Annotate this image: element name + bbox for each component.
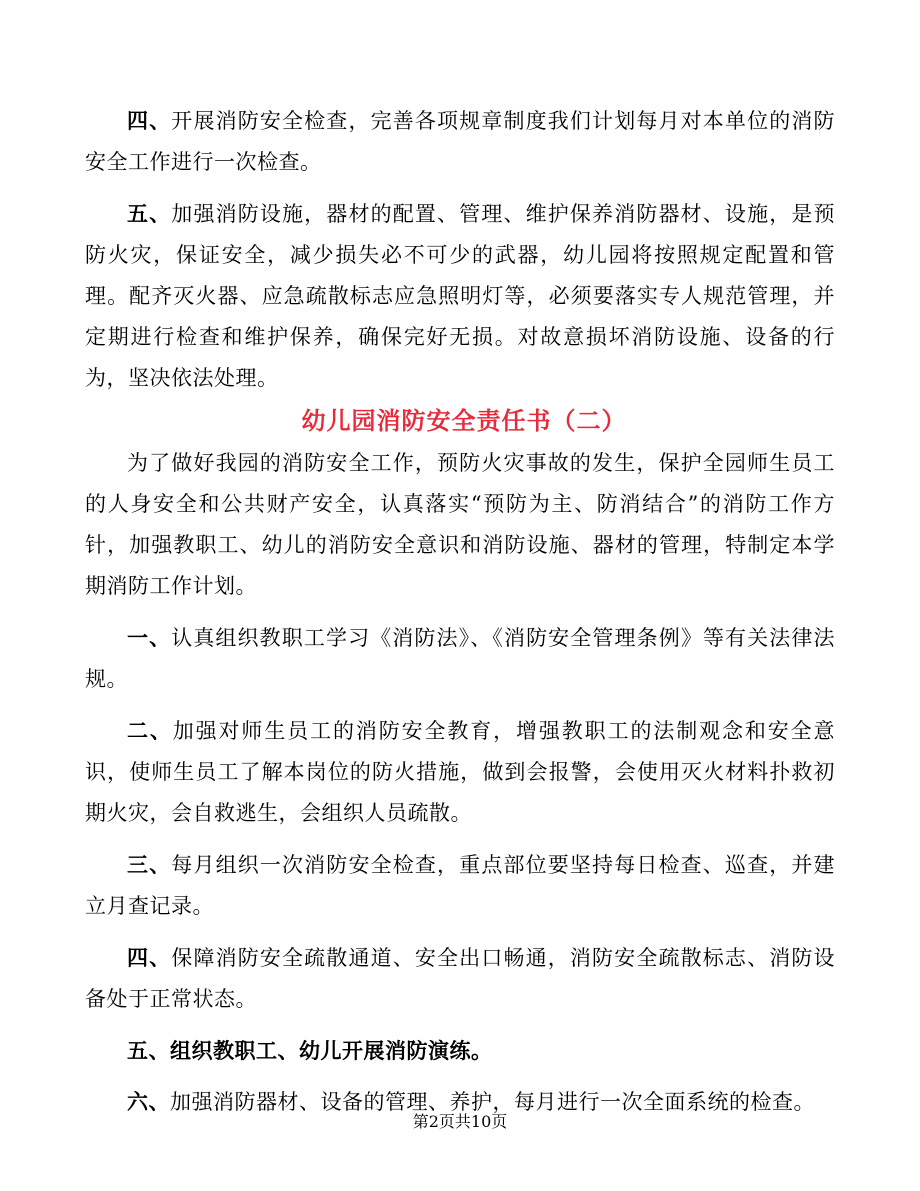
item-text: 组织教职工、幼儿开展消防演练。: [170, 1038, 493, 1063]
item-text: 保障消防安全疏散通道、安全出口畅通，消防安全疏散标志、消防设备处于正常状态。: [85, 946, 836, 1011]
item-number: 六、: [127, 1089, 170, 1114]
item-text: 每月组织一次消防安全检查，重点部位要坚持每日检查、巡查，并建立月查记录。: [85, 853, 836, 918]
paragraph-section-4: [85, 100, 835, 183]
document-title: 幼儿园消防安全责任书（二）: [301, 406, 627, 435]
paragraph-text: 加强消防设施，器材的配置、管理、维护保养消防器材、设施，是预防火灾，保证安全，减少损失必不可少的武器，幼儿园将按照规定配置和管理。配齐灭火器、应急疏散标志应急照明灯等，必须要落实专人规范管理，并定期进行检查和维护保养，确保完好无损。对故意损坏消防设施、设备的行为，坚决依法处理。: [85, 202, 836, 390]
intro-paragraph: 为了做好我园的消防安全工作，预防火灾事故的发生，保护全园师生员工的人身安全和公共财产安全，认真落实“预防为主、防消结合”的消防工作方针，加强教职工、幼儿的消防安全意识和消防设施、器材的管理，特制定本学期消防工作计划。: [85, 451, 835, 598]
item-text: 加强消防器材、设备的管理、养护，每月进行一次全面系统的检查。: [170, 1090, 815, 1114]
section-number: 四、: [127, 108, 172, 133]
item-text: 加强对师生员工的消防安全教育，增强教职工的法制观念和安全意识，使师生员工了解本岗位的防火措施，做到会报警，会使用灭火材料扑救初期火灾，会自救逃生，会组织人员疏散。: [85, 719, 836, 825]
list-item-1: [85, 617, 835, 700]
item-number: 三、: [127, 852, 172, 877]
paragraph-text: 开展消防安全检查，完善各项规章制度我们计划每月对本单位的消防安全工作进行一次检查。: [85, 109, 836, 174]
item-number: 一、: [127, 625, 172, 650]
list-item-4: [85, 937, 835, 1020]
list-item-5: [85, 1030, 835, 1071]
item-number: 二、: [127, 718, 173, 743]
list-item-3: [85, 844, 835, 927]
item-text: 认真组织教职工学习《消防法》、《消防安全管理条例》等有关法律法规。: [85, 626, 835, 691]
paragraph-section-5: [85, 193, 835, 399]
list-item-2: [85, 710, 835, 834]
item-number: 四、: [127, 945, 172, 970]
section-number: 五、: [127, 201, 172, 226]
document-body: [85, 100, 835, 1123]
item-number: 五、: [127, 1038, 170, 1063]
page-number-footer: 第2页共10页: [412, 1112, 508, 1131]
